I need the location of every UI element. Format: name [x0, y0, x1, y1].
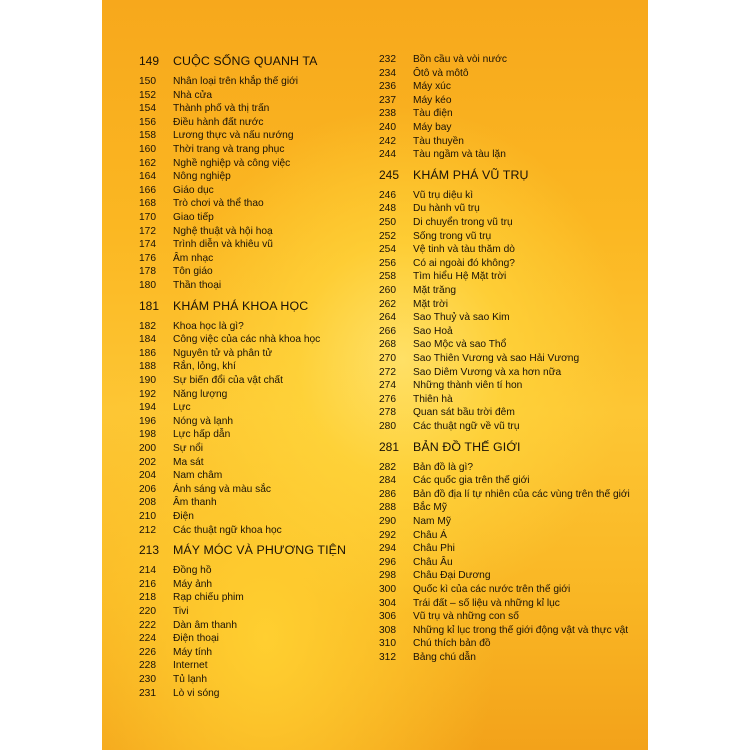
entry-title: Vệ tinh và tàu thăm dò — [413, 244, 515, 256]
entry-page-number: 158 — [139, 130, 156, 142]
toc-entry — [139, 429, 230, 440]
entry-page-number: 216 — [139, 578, 156, 590]
toc-entry — [139, 103, 269, 114]
entry-page-number: 156 — [139, 116, 156, 128]
entry-page-number: 312 — [379, 652, 396, 663]
section-title: BẢN ĐỒ THẾ GIỚI — [413, 439, 521, 454]
entry-title: Các thuật ngữ về vũ trụ — [413, 421, 520, 432]
toc-entry — [379, 326, 453, 337]
entry-title: Nam châm — [173, 470, 223, 482]
entry-page-number: 292 — [379, 529, 396, 541]
toc-entry — [139, 375, 283, 386]
entry-title: Sự biến đổi của vật chất — [173, 375, 283, 386]
entry-page-number: 222 — [139, 619, 156, 631]
toc-entry — [139, 579, 212, 590]
toc-entry — [139, 497, 217, 508]
entry-page-number: 286 — [379, 488, 396, 500]
entry-page-number: 306 — [379, 611, 396, 623]
entry-title: Tàu điện — [413, 108, 453, 120]
entry-title: Nghề nghiệp và công việc — [173, 157, 291, 169]
entry-page-number: 237 — [379, 94, 396, 106]
entry-page-number: 238 — [379, 108, 396, 120]
entry-title: Nam Mỹ — [413, 516, 451, 527]
entry-title: Nghệ thuật và hội hoạ — [173, 225, 273, 237]
entry-title: Khoa học là gì? — [173, 320, 244, 332]
entry-page-number: 228 — [139, 660, 156, 672]
entry-page-number: 168 — [139, 198, 156, 210]
toc-entry — [139, 525, 282, 536]
entry-page-number: 188 — [139, 361, 156, 373]
entry-page-number: 206 — [139, 483, 156, 495]
entry-title: Thời trang và trang phục — [173, 144, 285, 155]
entry-title: Nhà cửa — [173, 89, 213, 101]
entry-title: Tàu ngầm và tàu lặn — [413, 149, 506, 161]
toc-entry — [379, 584, 570, 595]
entry-page-number: 186 — [139, 347, 156, 359]
entry-page-number: 260 — [379, 285, 396, 296]
entry-page-number: 180 — [139, 280, 156, 291]
toc-entry — [379, 190, 473, 201]
entry-title: Sự nổi — [173, 443, 204, 454]
entry-page-number: 208 — [139, 497, 156, 509]
toc-entry — [379, 625, 628, 636]
toc-entry — [139, 348, 272, 359]
entry-title: Dàn âm thanh — [173, 619, 237, 631]
entry-title: Những thành viên tí hon — [413, 380, 523, 392]
entry-page-number: 218 — [139, 592, 156, 604]
toc-entry — [379, 380, 522, 391]
toc-entry — [139, 660, 208, 671]
toc-entry — [139, 171, 231, 182]
entry-title: Nhân loại trên khắp thế giới — [173, 76, 299, 87]
entry-page-number: 230 — [139, 674, 156, 685]
toc-entry — [379, 570, 491, 581]
entry-title: Máy kéo — [413, 94, 452, 106]
entry-title: Ôtô và môtô — [413, 67, 469, 79]
entry-title: Công việc của các nhà khoa học — [173, 334, 321, 346]
entry-page-number: 192 — [139, 388, 156, 400]
toc-entry — [139, 226, 273, 237]
toc-entry — [139, 402, 191, 413]
entry-page-number: 262 — [379, 298, 396, 310]
toc-entry — [379, 95, 452, 106]
entry-page-number: 160 — [139, 144, 156, 155]
entry-title: Bảng chú dẫn — [413, 652, 476, 663]
entry-title: Lực hấp dẫn — [173, 429, 231, 441]
entry-page-number: 202 — [139, 456, 156, 468]
entry-page-number: 248 — [379, 203, 396, 215]
entry-title: Trình diễn và khiêu vũ — [173, 239, 273, 251]
toc-entry — [139, 253, 213, 264]
entry-title: Quốc kì của các nước trên thế giới — [413, 584, 571, 595]
entry-title: Tàu thuyền — [413, 135, 464, 147]
section-page-number: 213 — [139, 543, 160, 558]
entry-page-number: 184 — [139, 334, 156, 346]
entry-title: Âm thanh — [173, 497, 217, 509]
entry-page-number: 154 — [139, 103, 156, 115]
entry-title: Sao Diêm Vương và xa hơn nữa — [413, 366, 562, 378]
entry-title: Thành phố và thị trấn — [173, 103, 270, 115]
toc-entry — [139, 674, 207, 685]
toc-entry — [139, 90, 212, 101]
entry-title: Thiên hà — [413, 393, 453, 405]
toc-entry — [139, 321, 244, 332]
toc-entry — [139, 470, 222, 481]
toc-entry — [379, 271, 506, 282]
entry-title: Tôn giáo — [173, 266, 213, 278]
entry-page-number: 250 — [379, 217, 396, 228]
entry-title: Các quốc gia trên thế giới — [413, 475, 530, 487]
entry-title: Bản đồ địa lí tự nhiên của các vùng trên thế giới — [413, 488, 630, 500]
entry-page-number: 280 — [379, 421, 396, 432]
toc-entry — [139, 212, 214, 223]
toc-entry — [379, 299, 448, 310]
section-page-number: 245 — [379, 167, 400, 182]
toc-entry — [379, 462, 473, 473]
entry-page-number: 274 — [379, 380, 396, 392]
entry-page-number: 308 — [379, 624, 396, 636]
entry-title: Những kỉ lục trong thế giới động vật và thực vật — [413, 624, 629, 636]
entry-page-number: 178 — [139, 266, 156, 278]
entry-page-number: 268 — [379, 339, 396, 351]
toc-entry — [379, 54, 507, 65]
toc-entry — [139, 457, 204, 468]
book-page — [102, 0, 648, 750]
entry-page-number: 284 — [379, 475, 396, 487]
toc-entry — [139, 565, 212, 576]
section-heading-281 — [379, 440, 521, 454]
entry-title: Châu Đại Dương — [413, 570, 491, 582]
toc-entry — [139, 280, 221, 291]
entry-title: Bồn cầu và vòi nước — [413, 54, 507, 65]
entry-title: Các thuật ngữ khoa học — [173, 524, 282, 536]
entry-title: Trò chơi và thể thao — [173, 198, 264, 210]
toc-entry — [139, 443, 203, 454]
entry-page-number: 242 — [379, 135, 396, 147]
toc-entry — [139, 688, 219, 699]
entry-page-number: 196 — [139, 415, 156, 427]
entry-page-number: 288 — [379, 502, 396, 514]
toc-entry — [379, 516, 451, 527]
toc-entry — [139, 239, 273, 250]
toc-entry — [379, 421, 520, 432]
entry-page-number: 272 — [379, 366, 396, 378]
entry-page-number: 204 — [139, 470, 156, 482]
entry-title: Đồng hồ — [173, 565, 212, 577]
toc-entry — [379, 394, 453, 405]
entry-page-number: 264 — [379, 312, 396, 324]
entry-title: Điều hành đất nước — [173, 116, 264, 128]
entry-page-number: 298 — [379, 570, 396, 582]
entry-page-number: 304 — [379, 597, 396, 609]
toc-entry — [139, 361, 236, 372]
entry-page-number: 212 — [139, 524, 156, 536]
entry-title: Tivi — [173, 606, 189, 617]
toc-entry — [379, 122, 452, 133]
entry-title: Châu Phi — [413, 543, 455, 555]
entry-page-number: 300 — [379, 584, 396, 595]
entry-page-number: 152 — [139, 89, 156, 101]
entry-page-number: 166 — [139, 184, 156, 196]
entry-page-number: 294 — [379, 543, 396, 555]
entry-title: Tìm hiểu Hệ Mặt trời — [413, 271, 507, 283]
entry-title: Quan sát bầu trời đêm — [413, 407, 515, 419]
entry-title: Âm nhạc — [173, 252, 214, 264]
section-title: KHÁM PHÁ KHOA HỌC — [173, 298, 309, 313]
entry-page-number: 210 — [139, 511, 156, 522]
toc-entry — [379, 502, 447, 513]
entry-title: Máy tính — [173, 646, 213, 658]
entry-page-number: 290 — [379, 516, 396, 527]
toc-entry — [139, 606, 188, 617]
entry-page-number: 240 — [379, 122, 396, 133]
entry-title: Có ai ngoài đó không? — [413, 257, 515, 269]
entry-title: Giáo dục — [173, 184, 214, 196]
entry-page-number: 310 — [379, 638, 396, 650]
entry-title: Nóng và lạnh — [173, 415, 234, 427]
entry-page-number: 226 — [139, 646, 156, 658]
toc-entry — [139, 198, 264, 209]
toc-entry — [379, 149, 506, 160]
entry-page-number: 252 — [379, 230, 396, 242]
entry-page-number: 270 — [379, 353, 396, 364]
entry-page-number: 244 — [379, 149, 396, 161]
entry-title: Internet — [173, 660, 208, 672]
entry-title: Điện thoại — [173, 633, 219, 645]
entry-page-number: 258 — [379, 271, 396, 283]
toc-entry — [139, 158, 290, 169]
entry-page-number: 266 — [379, 325, 396, 337]
entry-page-number: 214 — [139, 565, 156, 577]
toc-entry — [139, 130, 293, 141]
entry-page-number: 190 — [139, 375, 156, 386]
toc-entry — [139, 266, 213, 277]
entry-title: Bản đồ là gì? — [413, 461, 474, 473]
toc-entry — [139, 647, 212, 658]
entry-page-number: 194 — [139, 402, 156, 414]
toc-entry — [379, 285, 456, 296]
entry-title: Tủ lạnh — [173, 674, 207, 685]
toc-entry — [139, 511, 194, 522]
entry-title: Vũ trụ diệu kì — [413, 189, 474, 201]
section-heading-213 — [139, 543, 346, 557]
entry-page-number: 164 — [139, 171, 156, 183]
toc-entry — [379, 68, 469, 79]
entry-page-number: 224 — [139, 633, 156, 645]
entry-title: Chú thích bản đồ — [413, 638, 491, 650]
toc-entry — [379, 543, 455, 554]
entry-page-number: 296 — [379, 556, 396, 568]
toc-entry — [379, 81, 451, 92]
entry-title: Mặt trăng — [413, 285, 457, 296]
entry-title: Mặt trời — [413, 298, 448, 310]
toc-entry — [139, 633, 219, 644]
entry-page-number: 162 — [139, 157, 156, 169]
toc-entry — [379, 244, 515, 255]
entry-title: Máy xúc — [413, 81, 451, 93]
entry-title: Ma sát — [173, 456, 204, 468]
entry-page-number: 176 — [139, 252, 156, 264]
toc-entry — [379, 108, 453, 119]
section-heading-245 — [379, 168, 529, 182]
entry-title: Ánh sáng và màu sắc — [173, 483, 271, 495]
toc-entry — [379, 598, 560, 609]
entry-title: Du hành vũ trụ — [413, 203, 480, 215]
entry-title: Lò vi sóng — [173, 687, 220, 699]
toc-entry — [379, 611, 519, 622]
entry-title: Sống trong vũ trụ — [413, 230, 492, 242]
entry-title: Máy bay — [413, 122, 452, 133]
toc-entry — [379, 367, 561, 378]
toc-entry — [139, 620, 237, 631]
entry-title: Máy ảnh — [173, 578, 213, 590]
toc-entry — [379, 353, 579, 364]
entry-page-number: 150 — [139, 76, 156, 87]
section-page-number: 281 — [379, 439, 400, 454]
entry-title: Sao Mộc và sao Thổ — [413, 339, 507, 351]
toc-entry — [139, 416, 233, 427]
entry-title: Năng lượng — [173, 388, 228, 400]
entry-title: Nông nghiệp — [173, 171, 231, 183]
toc-entry — [379, 203, 480, 214]
entry-page-number: 236 — [379, 81, 396, 93]
entry-page-number: 256 — [379, 257, 396, 269]
toc-entry — [379, 136, 464, 147]
toc-entry — [139, 185, 214, 196]
toc-entry — [139, 144, 284, 155]
entry-page-number: 234 — [379, 67, 396, 79]
toc-entry — [139, 76, 298, 87]
toc-entry — [379, 557, 453, 568]
entry-page-number: 231 — [139, 687, 156, 699]
toc-entry — [139, 334, 320, 345]
entry-title: Giao tiếp — [173, 212, 214, 223]
entry-page-number: 254 — [379, 244, 396, 256]
section-title: CUỘC SỐNG QUANH TA — [173, 54, 318, 68]
entry-page-number: 198 — [139, 429, 156, 441]
entry-page-number: 182 — [139, 320, 156, 332]
entry-page-number: 174 — [139, 239, 156, 251]
entry-title: Lực — [173, 402, 191, 414]
entry-title: Lương thực và nấu nướng — [173, 130, 294, 142]
entry-title: Sao Thuỷ và sao Kim — [413, 312, 510, 324]
entry-title: Trái đất – số liệu và những kỉ lục — [413, 597, 560, 609]
toc-entry — [379, 475, 530, 486]
entry-title: Điện — [173, 511, 194, 522]
entry-title: Vũ trụ và những con số — [413, 611, 519, 623]
entry-page-number: 170 — [139, 212, 156, 223]
entry-page-number: 220 — [139, 606, 156, 617]
entry-title: Sao Thiên Vương và sao Hải Vương — [413, 353, 580, 364]
toc-entry — [379, 530, 447, 541]
section-title: MÁY MÓC VÀ PHƯƠNG TIỆN — [173, 543, 347, 558]
toc-entry — [379, 652, 476, 663]
section-title: KHÁM PHÁ VŨ TRỤ — [413, 167, 529, 182]
section-page-number: 181 — [139, 298, 160, 313]
entry-page-number: 232 — [379, 54, 396, 65]
toc-entry — [379, 312, 510, 323]
section-page-number: 149 — [139, 54, 160, 68]
toc-entry — [379, 339, 506, 350]
entry-page-number: 278 — [379, 407, 396, 419]
entry-title: Châu Á — [413, 529, 447, 541]
entry-title: Nguyên tử và phân tử — [173, 347, 273, 359]
entry-page-number: 246 — [379, 189, 396, 201]
section-heading-149 — [139, 54, 318, 68]
section-heading-181 — [139, 299, 308, 313]
toc-entry — [379, 217, 513, 228]
toc-entry — [379, 489, 630, 500]
entry-title: Bắc Mỹ — [413, 502, 447, 514]
entry-title: Sao Hoả — [413, 325, 453, 337]
toc-entry — [379, 638, 491, 649]
toc-entry — [139, 484, 271, 495]
toc-entry — [379, 407, 515, 418]
entry-page-number: 172 — [139, 225, 156, 237]
toc-entry — [139, 389, 227, 400]
entry-page-number: 282 — [379, 461, 396, 473]
entry-title: Thần thoại — [173, 280, 222, 291]
toc-entry — [139, 592, 244, 603]
entry-title: Rạp chiếu phim — [173, 592, 244, 604]
entry-title: Châu Âu — [413, 556, 453, 568]
entry-title: Di chuyển trong vũ trụ — [413, 217, 513, 228]
toc-entry — [379, 231, 491, 242]
entry-page-number: 200 — [139, 443, 156, 454]
entry-page-number: 276 — [379, 393, 396, 405]
toc-entry — [379, 258, 515, 269]
toc-entry — [139, 117, 264, 128]
entry-title: Rắn, lỏng, khí — [173, 361, 236, 373]
